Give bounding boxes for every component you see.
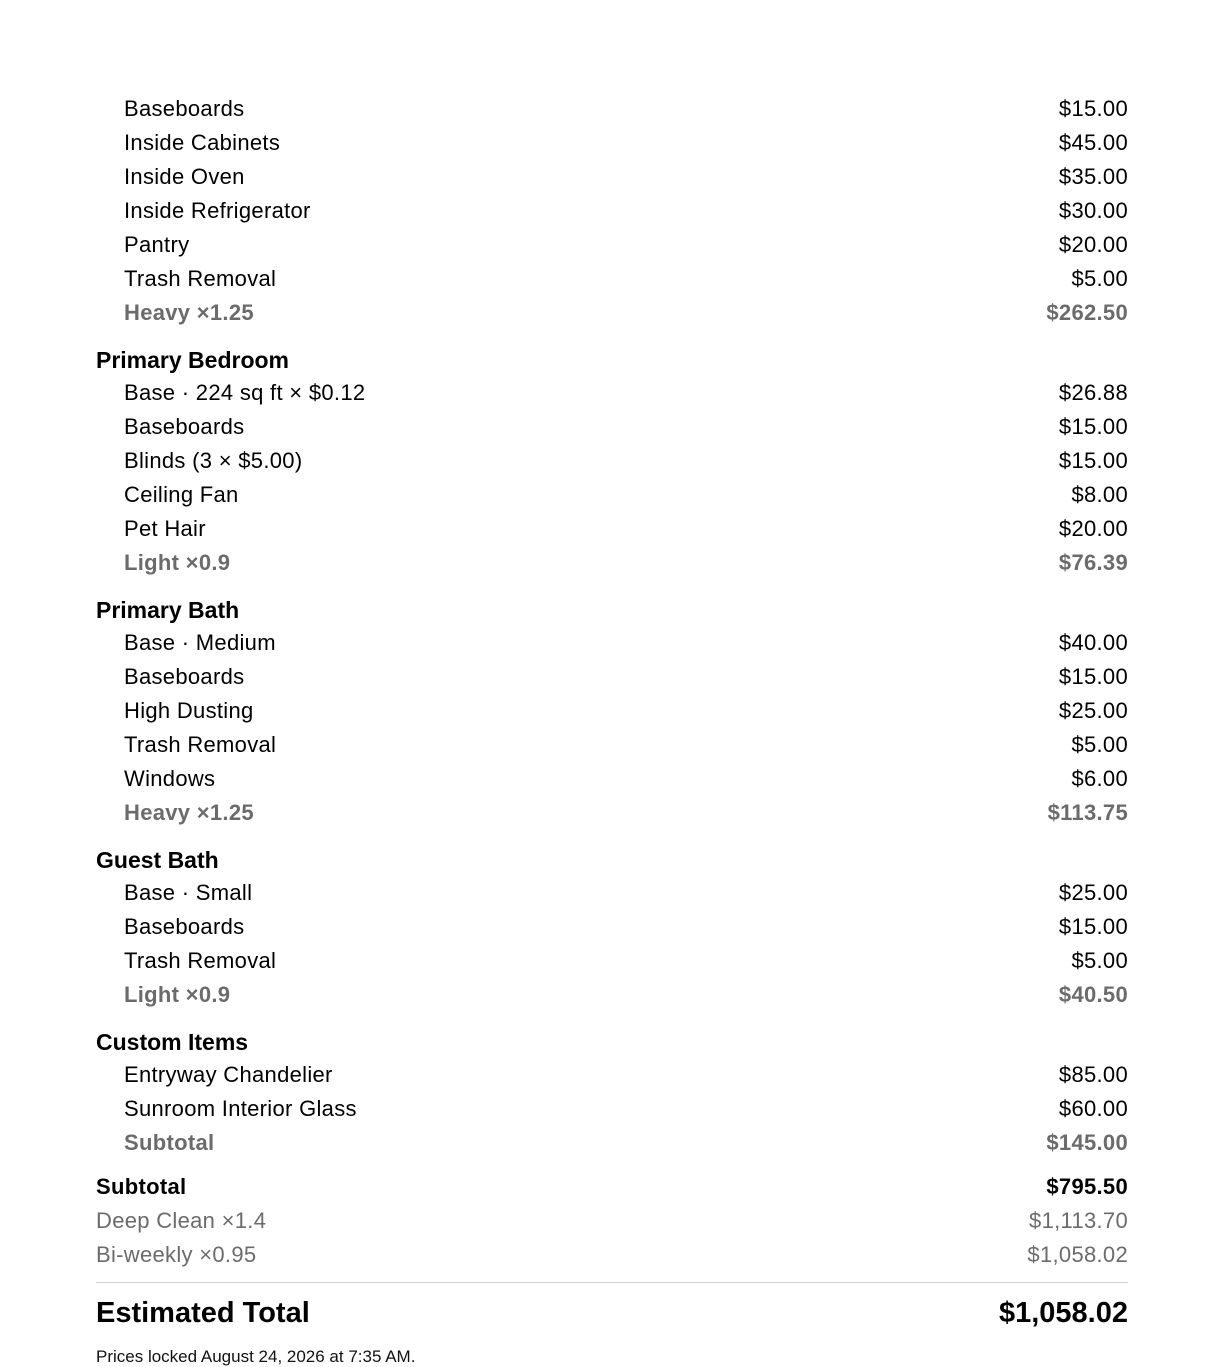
subtotal-label: Subtotal <box>96 1174 187 1199</box>
line-item-label: Baseboards <box>124 414 245 439</box>
modifier-label: Light ×0.9 <box>124 550 231 575</box>
line-item-amount: $15.00 <box>1058 448 1128 473</box>
prices-locked-note: Prices locked August 24, 2026 at 7:35 AM. <box>96 1347 416 1366</box>
line-item <box>96 194 1128 228</box>
line-item-amount: $25.00 <box>1058 698 1128 723</box>
line-item-amount: $85.00 <box>1058 1062 1128 1087</box>
line-item-amount: $15.00 <box>1058 914 1128 939</box>
estimated-total-label: Estimated Total <box>96 1296 310 1329</box>
line-item-label: Pantry <box>124 232 190 257</box>
modifier-amount: $145.00 <box>1046 1130 1128 1155</box>
line-item-amount: $15.00 <box>1058 96 1128 121</box>
line-item-amount: $35.00 <box>1058 164 1128 189</box>
line-item <box>96 910 1128 944</box>
line-item-label: Blinds (3 × $5.00) <box>124 448 303 473</box>
section-modifier <box>96 546 1128 580</box>
modifier-label: Subtotal <box>124 1130 215 1155</box>
modifier-label: Heavy ×1.25 <box>124 300 254 325</box>
room-section <box>96 830 1128 1012</box>
section-title: Guest Bath <box>96 847 219 873</box>
room-section <box>96 92 1128 330</box>
line-item-label: Baseboards <box>124 96 245 121</box>
section-modifier <box>96 1126 1128 1160</box>
line-item-amount: $5.00 <box>1071 266 1128 291</box>
line-item-label: Inside Refrigerator <box>124 198 311 223</box>
line-item-amount: $45.00 <box>1058 130 1128 155</box>
line-item <box>96 660 1128 694</box>
line-item-label: Windows <box>124 766 216 791</box>
line-item <box>96 262 1128 296</box>
line-item <box>96 160 1128 194</box>
line-item-amount: $60.00 <box>1058 1096 1128 1121</box>
line-item-amount: $5.00 <box>1071 732 1128 757</box>
line-item-label: Base · Medium <box>124 630 276 655</box>
line-item-label: Baseboards <box>124 914 245 939</box>
line-item-label: Base · 224 sq ft × $0.12 <box>124 380 366 405</box>
line-item-label: Inside Oven <box>124 164 245 189</box>
line-item-label: Entryway Chandelier <box>124 1062 333 1087</box>
line-item <box>96 126 1128 160</box>
line-item <box>96 626 1128 660</box>
room-sections <box>96 92 1128 1160</box>
line-item <box>96 376 1128 410</box>
adjustment-amount: $1,113.70 <box>1029 1208 1128 1233</box>
line-item-label: Trash Removal <box>124 948 277 973</box>
estimated-total-amount: $1,058.02 <box>998 1296 1128 1329</box>
line-item-label: Sunroom Interior Glass <box>124 1096 357 1121</box>
line-item-label: Trash Removal <box>124 266 277 291</box>
line-item-label: Pet Hair <box>124 516 206 541</box>
line-item-amount: $25.00 <box>1058 880 1128 905</box>
modifier-amount: $76.39 <box>1058 550 1128 575</box>
section-title: Custom Items <box>96 1029 249 1055</box>
modifier-label: Light ×0.9 <box>124 982 231 1007</box>
line-item-label: Ceiling Fan <box>124 482 239 507</box>
estimated-total-row <box>96 1283 1128 1343</box>
line-item-amount: $15.00 <box>1058 414 1128 439</box>
line-item-amount: $6.00 <box>1071 766 1128 791</box>
line-item-amount: $20.00 <box>1058 232 1128 257</box>
modifier-label: Heavy ×1.25 <box>124 800 254 825</box>
line-item-amount: $5.00 <box>1071 948 1128 973</box>
section-title: Primary Bedroom <box>96 347 290 373</box>
section-modifier <box>96 978 1128 1012</box>
room-section <box>96 1012 1128 1160</box>
line-item <box>96 1092 1128 1126</box>
line-item-label: Inside Cabinets <box>124 130 281 155</box>
line-item-amount: $20.00 <box>1058 516 1128 541</box>
room-section <box>96 580 1128 830</box>
line-item <box>96 762 1128 796</box>
line-item <box>96 512 1128 546</box>
line-item <box>96 228 1128 262</box>
modifier-amount: $40.50 <box>1058 982 1128 1007</box>
line-item <box>96 944 1128 978</box>
modifier-amount: $113.75 <box>1047 800 1128 825</box>
line-item <box>96 478 1128 512</box>
line-item-label: High Dusting <box>124 698 254 723</box>
line-item <box>96 694 1128 728</box>
subtotal-row <box>96 1170 1128 1204</box>
line-item <box>96 1058 1128 1092</box>
line-item <box>96 410 1128 444</box>
price-breakdown <box>96 92 1128 1367</box>
line-item <box>96 728 1128 762</box>
line-item-amount: $8.00 <box>1071 482 1128 507</box>
line-item-label: Trash Removal <box>124 732 277 757</box>
subtotal-amount: $795.50 <box>1046 1174 1128 1199</box>
section-title: Primary Bath <box>96 597 240 623</box>
line-item-amount: $30.00 <box>1058 198 1128 223</box>
line-item-amount: $40.00 <box>1058 630 1128 655</box>
summary <box>96 1170 1128 1367</box>
line-item <box>96 444 1128 478</box>
line-item-amount: $15.00 <box>1058 664 1128 689</box>
section-modifier <box>96 296 1128 330</box>
adjustment-row <box>96 1204 1128 1238</box>
line-item-label: Base · Small <box>124 880 253 905</box>
modifier-amount: $262.50 <box>1046 300 1128 325</box>
adjustment-amount: $1,058.02 <box>1027 1242 1128 1267</box>
adjustment-row <box>96 1238 1128 1272</box>
section-modifier <box>96 796 1128 830</box>
line-item <box>96 876 1128 910</box>
adjustment-label: Deep Clean ×1.4 <box>96 1208 267 1233</box>
line-item <box>96 92 1128 126</box>
line-item-amount: $26.88 <box>1058 380 1128 405</box>
adjustment-label: Bi-weekly ×0.95 <box>96 1242 257 1267</box>
room-section <box>96 330 1128 580</box>
line-item-label: Baseboards <box>124 664 245 689</box>
